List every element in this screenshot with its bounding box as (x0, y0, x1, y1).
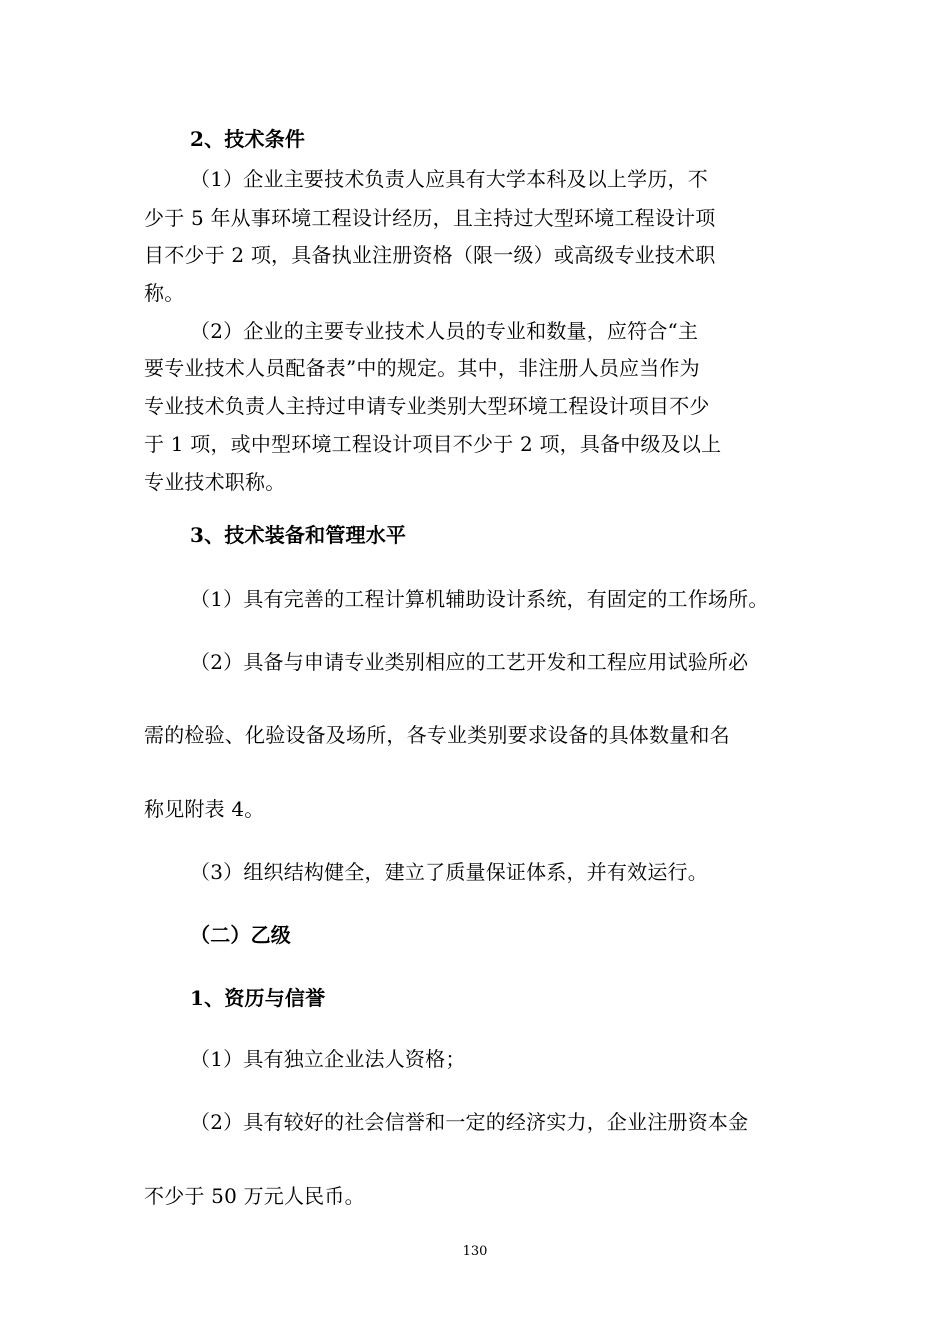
paragraph-line: 要专业技术人员配备表”中的规定。其中，非注册人员应当作为 (144, 356, 700, 380)
paragraph-line: （1）企业主要技术负责人应具有大学本科及以上学历，不 (190, 167, 708, 191)
paragraph-line: 称。 (144, 281, 185, 305)
page-number: 130 (462, 1244, 488, 1259)
paragraph-line: 专业技术职称。 (144, 470, 286, 494)
paragraph-line: 专业技术负责人主持过申请专业类别大型环境工程设计项目不少 (144, 394, 710, 418)
section-heading-equipment: 3、技术装备和管理水平 (190, 523, 407, 547)
paragraph-line: 需的检验、化验设备及场所，各专业类别要求设备的具体数量和名 (144, 723, 730, 747)
paragraph-line: 少于 5 年从事环境工程设计经历，且主持过大型环境工程设计项 (144, 206, 716, 230)
paragraph-line: （2）具有较好的社会信誉和一定的经济实力，企业注册资本金 (190, 1110, 749, 1134)
paragraph-legal-entity: （1）具有独立企业法人资格； (190, 1047, 466, 1071)
paragraph-line: （2）具备与申请专业类别相应的工艺开发和工程应用试验所必 (190, 650, 749, 674)
section-heading-grade-b: （二）乙级 (190, 923, 291, 947)
paragraph-cad-system: （1）具有完善的工程计算机辅助设计系统，有固定的工作场所。 (190, 587, 769, 611)
paragraph-organization: （3）组织结构健全，建立了质量保证体系，并有效运行。 (190, 860, 708, 884)
paragraph-line: 不少于 50 万元人民币。 (144, 1184, 365, 1208)
section-heading-tech-conditions: 2、技术条件 (190, 127, 306, 151)
paragraph-line: （2）企业的主要专业技术人员的专业和数量，应符合“主 (190, 319, 699, 343)
section-heading-credentials: 1、资历与信誉 (190, 986, 326, 1010)
paragraph-line: 称见附表 4。 (144, 797, 265, 821)
paragraph-line: 目不少于 2 项，具备执业注册资格（限一级）或高级专业技术职 (144, 243, 716, 267)
paragraph-line: 于 1 项，或中型环境工程设计项目不少于 2 项，具备中级及以上 (144, 432, 722, 456)
